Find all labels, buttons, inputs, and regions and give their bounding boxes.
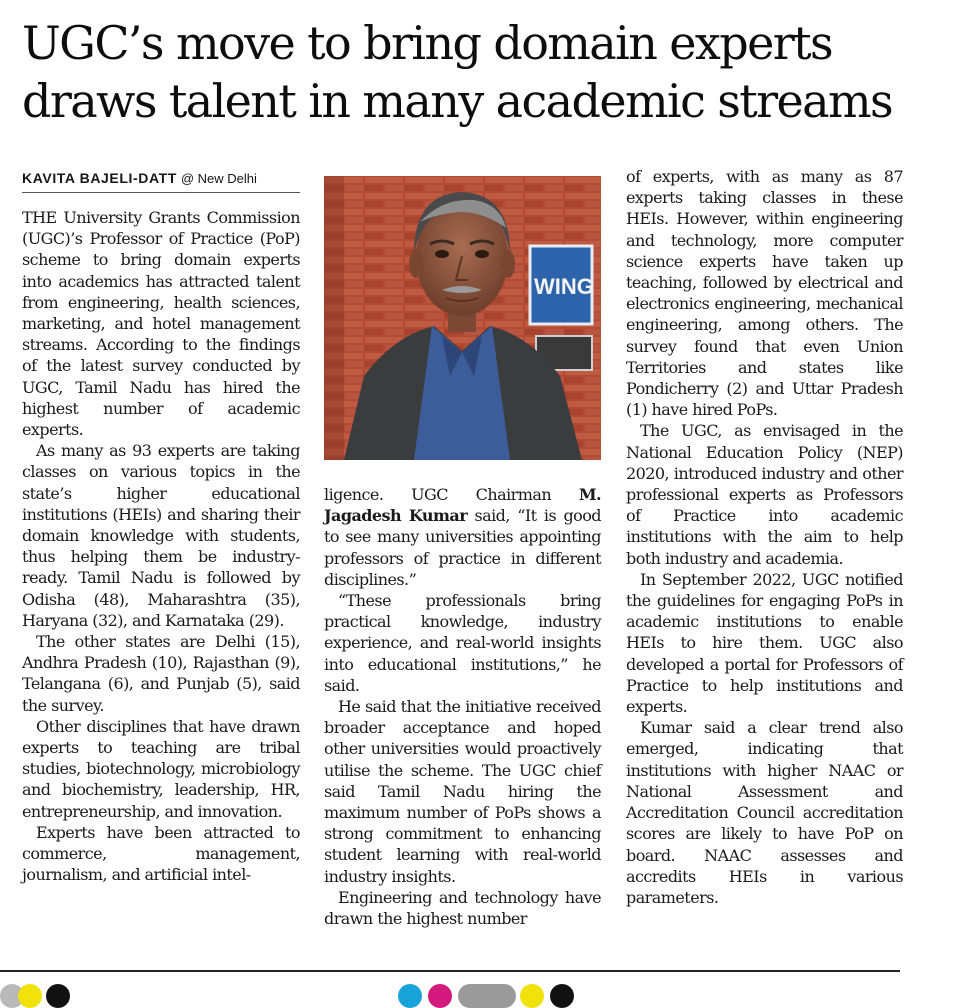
paragraph-text: ligence. UGC Chairman — [324, 485, 579, 504]
article-column-2 — [324, 484, 601, 929]
portrait-illustration — [324, 176, 601, 460]
registration-dot — [428, 984, 452, 1008]
paragraph: Other disciplines that have drawn experts to teaching are tribal studies, biotechnology, microbiology and biochemistry, leadership, HR, entrepreneurship, and innovation. — [22, 716, 300, 821]
registration-dot — [550, 984, 574, 1008]
byline-author: KAVITA BAJELI-DATT — [22, 170, 177, 186]
paragraph: The UGC, as envisaged in the National Education Policy (NEP) 2020, introduced industry and other professional experts as Professors of Practice into academic institutions with the aim to help both industry and academia. — [626, 421, 903, 568]
article-column-3 — [626, 166, 903, 908]
paragraph: of experts, with as many as 87 experts taking classes in these HEIs. However, within engineering and technology, more computer science experts have taken up teaching, followed by electrical and electronics engineering, mechanical engineering, among others. The survey found that even Union Territories and states like Pondicherry (2) and Uttar Pradesh (1) have hired PoPs. — [626, 167, 903, 420]
paragraph — [324, 484, 601, 590]
headline: UGC’s move to bring domain experts draws talent in many academic streams — [22, 16, 893, 128]
paragraph: Engineering and technology have drawn the highest number — [324, 887, 601, 929]
registration-dot — [398, 984, 422, 1008]
article-column-1 — [22, 207, 300, 886]
portrait-photo — [324, 176, 601, 460]
paragraph: “These professionals bring practical knowledge, industry experience, and real-world insights into educational institutions,” he said. — [324, 591, 601, 695]
paragraph: THE University Grants Commission (UGC)’s Professor of Practice (PoP) scheme to bring domain experts into academics has attracted talent from engineering, health sciences, marketing, and hotel management streams. According to the findings of the latest survey conducted by UGC, Tamil Nadu has hired the highest number of academic experts. — [22, 208, 300, 440]
paragraph: Kumar said a clear trend also emerged, indicating that institutions with higher NAAC or National Assessment and Accreditation Council accreditation scores are likely to have PoP on board. NAAC assesses and accredits HEIs in various parameters. — [626, 718, 903, 907]
registration-dot — [18, 984, 42, 1008]
registration-dot — [520, 984, 544, 1008]
quoted-person-name: M. Jagadesh Kumar — [324, 485, 601, 526]
paragraph-text: said, “It is good to see many universities appointing professors of practice in different disciplines.” — [324, 506, 601, 589]
byline-dateline: @ New Delhi — [180, 171, 257, 186]
paragraph: The other states are Delhi (15), Andhra Pradesh (10), Rajasthan (9), Telangana (6), and Punjab (5), said the survey. — [22, 632, 300, 715]
registration-bar — [458, 984, 516, 1008]
registration-dot — [46, 984, 70, 1008]
paragraph: In September 2022, UGC notified the guidelines for engaging PoPs in academic institutions to enable HEIs to hire them. UGC also developed a portal for Professors of Practice to help institutions and experts. — [626, 569, 903, 717]
paragraph: He said that the initiative received broader acceptance and hoped other universities would proactively utilise the scheme. The UGC chief said Tamil Nadu hiring the maximum number of PoPs shows a strong commitment to enhancing student learning with real-world industry insights. — [324, 697, 601, 886]
byline — [22, 168, 300, 193]
paragraph: Experts have been attracted to commerce, management, journalism, and artificial intel- — [22, 822, 300, 885]
paragraph: As many as 93 experts are taking classes on various topics in the state’s higher educational institutions (HEIs) and sharing their domain knowledge with students, thus helping them be industry-ready. Tamil Nadu is followed by Odisha (48), Maharashtra (35), Haryana (32), and Karnataka (29). — [22, 441, 300, 630]
wing-sign-text: WING — [534, 274, 594, 299]
page-rule — [0, 970, 900, 972]
